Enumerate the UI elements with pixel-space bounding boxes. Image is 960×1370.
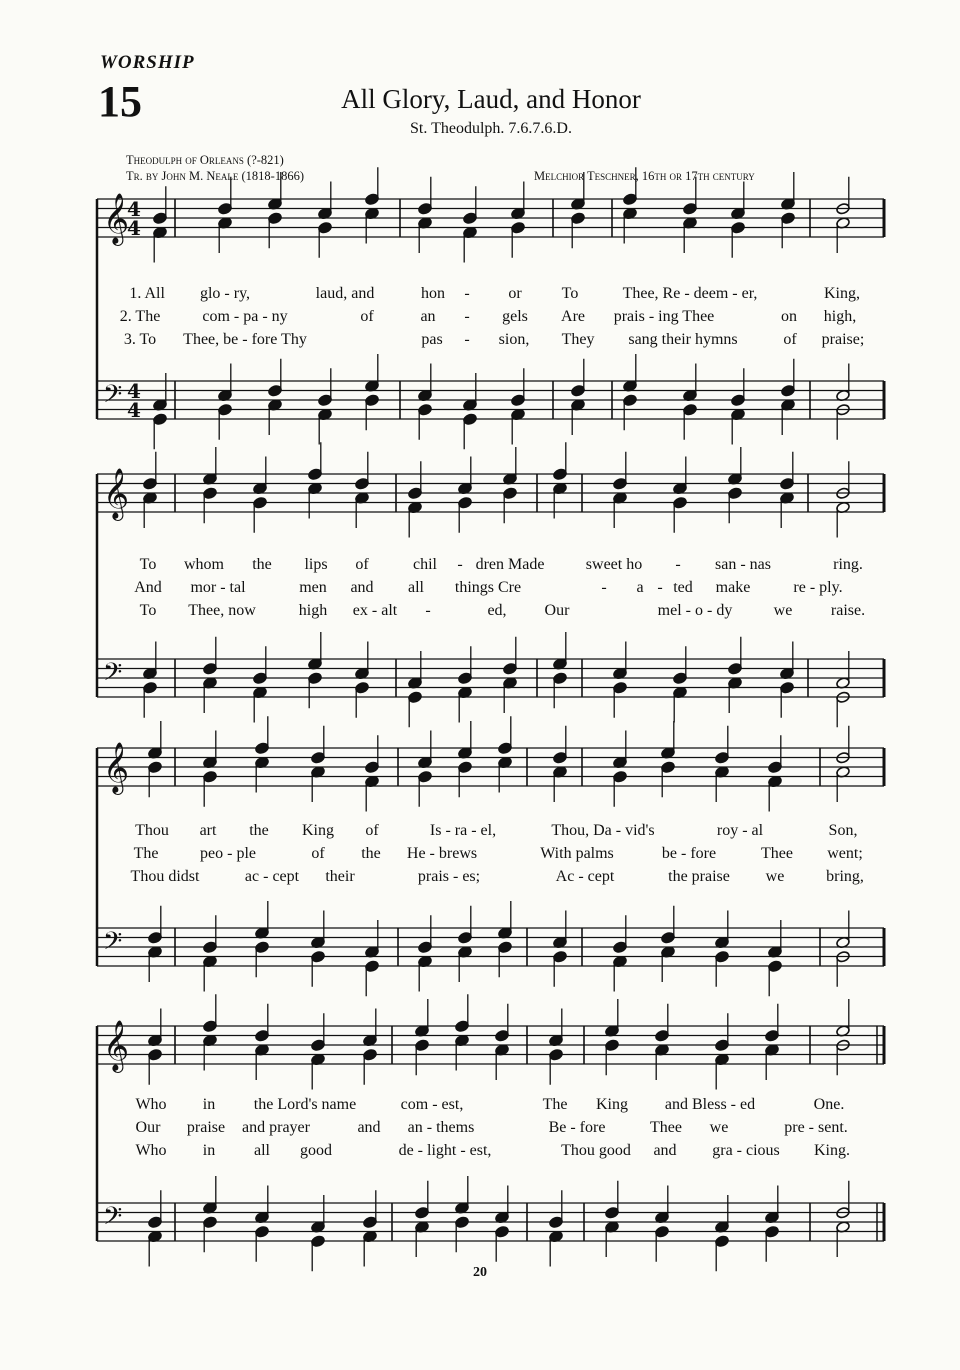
treble-clef-icon: 𝄞 xyxy=(103,468,130,519)
lyric-syllable: and xyxy=(357,1119,381,1136)
lyric-syllable: Are xyxy=(561,308,585,325)
lyric-syllable: pas xyxy=(421,331,443,348)
lyric-syllable: With palms xyxy=(540,845,614,862)
lyric-syllable: Thou didst xyxy=(130,868,200,885)
lyric-syllable: or xyxy=(508,285,522,302)
lyric-syllable: King, xyxy=(824,285,860,302)
quarter-note xyxy=(148,1048,163,1061)
lyric-syllable: mel - o - dy xyxy=(657,602,733,619)
lyric-syllable: raise. xyxy=(830,602,866,619)
quarter-note xyxy=(203,662,218,675)
lyric-syllable: high xyxy=(298,602,328,619)
quarter-note xyxy=(498,742,513,755)
lyric-syllable: com - pa - ny xyxy=(202,308,288,325)
quarter-note xyxy=(571,384,586,397)
quarter-note xyxy=(683,403,698,416)
lyric-syllable: and xyxy=(653,1142,677,1159)
quarter-note xyxy=(549,1048,564,1061)
lyric-syllable: roy - al xyxy=(716,822,764,839)
quarter-note xyxy=(318,394,333,407)
quarter-note xyxy=(458,496,473,509)
quarter-note xyxy=(253,496,268,509)
quarter-note xyxy=(728,662,743,675)
lyric-syllable: glo - ry, xyxy=(199,285,251,302)
quarter-note xyxy=(203,770,218,783)
quarter-note xyxy=(553,751,568,764)
lyric-syllable: One. xyxy=(813,1096,845,1113)
lyric-syllable: And xyxy=(134,579,162,596)
quarter-note xyxy=(661,931,676,944)
lyric-syllable: chil xyxy=(413,556,437,573)
quarter-note xyxy=(463,413,478,426)
lyric-syllable: To xyxy=(139,556,157,573)
section-label: WORSHIP xyxy=(100,52,195,73)
quarter-note xyxy=(605,1206,620,1219)
lyric-syllable: high, xyxy=(823,308,857,325)
quarter-note xyxy=(498,941,513,954)
quarter-note xyxy=(153,413,168,426)
quarter-note xyxy=(365,394,380,407)
quarter-note xyxy=(255,1029,270,1042)
quarter-note xyxy=(781,212,796,225)
page-number: 20 xyxy=(473,1265,487,1280)
lyric-syllable: Our xyxy=(135,1119,161,1136)
quarter-note xyxy=(143,681,158,694)
lyric-syllable: Be - fore xyxy=(548,1119,606,1136)
lyric-syllable: Our xyxy=(544,602,570,619)
lyric-syllable: 2. The xyxy=(119,308,161,325)
quarter-note xyxy=(203,1216,218,1229)
quarter-note xyxy=(415,1206,430,1219)
lyric-syllable: The xyxy=(133,845,159,862)
lyric-syllable: of xyxy=(783,331,797,348)
lyric-syllable: the praise xyxy=(668,868,730,885)
lyric-syllable: the xyxy=(361,845,381,862)
quarter-note xyxy=(455,1020,470,1033)
quarter-note xyxy=(768,960,783,973)
lyric-syllable: sion, xyxy=(498,331,530,348)
lyric-syllable: of xyxy=(360,308,374,325)
quarter-note xyxy=(623,193,638,206)
quarter-note xyxy=(363,1216,378,1229)
quarter-note xyxy=(455,1216,470,1229)
tune-meter: St. Theodulph. 7.6.7.6.D. xyxy=(410,120,572,137)
quarter-note xyxy=(715,950,730,963)
quarter-note xyxy=(511,221,526,234)
quarter-note xyxy=(673,672,688,685)
quarter-note xyxy=(765,1029,780,1042)
lyric-syllable: King. xyxy=(814,1142,850,1159)
lyric-syllable: sang their hymns xyxy=(628,331,738,348)
quarter-note xyxy=(458,672,473,685)
lyric-syllable: hon xyxy=(421,285,445,302)
lyric-syllable: and prayer xyxy=(242,1119,310,1136)
quarter-note xyxy=(255,1225,270,1238)
lyric-syllable: prais - ing Thee xyxy=(613,308,715,325)
quarter-note xyxy=(365,960,380,973)
lyric-syllable: King xyxy=(596,1096,628,1113)
bass-clef-icon: 𝄢 xyxy=(103,658,123,693)
lyric-syllable: be - fore xyxy=(661,845,717,862)
lyric-syllable: and Bless - ed xyxy=(664,1096,756,1113)
lyric-syllable: of xyxy=(365,822,379,839)
author-credit: Theodulph of Orleans (?-821) xyxy=(126,153,284,167)
quarter-note xyxy=(503,662,518,675)
quarter-note xyxy=(463,212,478,225)
quarter-note xyxy=(311,950,326,963)
lyric-syllable: ac - cept xyxy=(244,868,300,885)
quarter-note xyxy=(511,394,526,407)
quarter-note xyxy=(153,212,168,225)
lyric-syllable: Son, xyxy=(828,822,858,839)
lyric-syllable: of xyxy=(355,556,369,573)
lyric-syllable: the xyxy=(249,822,269,839)
lyric-syllable: we xyxy=(773,602,793,619)
quarter-note xyxy=(780,681,795,694)
quarter-note xyxy=(503,487,518,500)
quarter-note xyxy=(553,468,568,481)
lyric-syllable: To xyxy=(139,602,157,619)
lyric-syllable: gels xyxy=(502,308,528,325)
quarter-note xyxy=(418,202,433,215)
quarter-note xyxy=(549,1216,564,1229)
lyric-syllable: good xyxy=(300,1142,332,1159)
lyric-syllable: bring, xyxy=(826,868,864,885)
lyric-syllable: praise; xyxy=(821,331,865,348)
lyric-syllable: sweet ho xyxy=(585,556,643,573)
lyric-syllable: an - thems xyxy=(407,1119,475,1136)
lyric-syllable: Is - ra - el, xyxy=(429,822,497,839)
lyric-syllable: praise xyxy=(186,1119,226,1136)
quarter-note xyxy=(458,761,473,774)
quarter-note xyxy=(355,477,370,490)
quarter-note xyxy=(311,1039,326,1052)
lyric-syllable: an xyxy=(420,308,436,325)
lyric-syllable: re - ply. xyxy=(793,579,843,596)
lyric-syllable: on xyxy=(781,308,797,325)
lyric-syllable: They xyxy=(561,331,595,348)
quarter-note xyxy=(311,1235,326,1248)
quarter-note xyxy=(415,1039,430,1052)
quarter-note xyxy=(218,403,233,416)
lyric-syllable: men xyxy=(299,579,327,596)
lyric-syllable: Thee xyxy=(761,845,793,862)
lyric-syllable: peo - ple xyxy=(200,845,256,862)
lyric-syllable: The xyxy=(542,1096,568,1113)
quarter-note xyxy=(408,691,423,704)
quarter-note xyxy=(418,770,433,783)
lyric-syllable: in xyxy=(202,1096,216,1113)
lyric-syllable: we xyxy=(709,1119,729,1136)
quarter-note xyxy=(355,681,370,694)
quarter-note xyxy=(683,202,698,215)
quarter-note xyxy=(731,394,746,407)
lyric-syllable: of xyxy=(311,845,325,862)
quarter-note xyxy=(715,751,730,764)
quarter-note xyxy=(308,672,323,685)
bass-clef-icon: 𝄢 xyxy=(103,1202,123,1237)
lyric-syllable: went; xyxy=(827,845,863,862)
quarter-note xyxy=(765,1225,780,1238)
bass-clef-icon: 𝄢 xyxy=(103,380,123,415)
lyric-syllable: 1. All xyxy=(129,285,165,302)
quarter-note xyxy=(495,1225,510,1238)
quarter-note xyxy=(148,1216,163,1229)
lyric-syllable: pre - sent. xyxy=(784,1119,848,1136)
time-signature-bottom: 4 xyxy=(127,216,141,240)
lyric-syllable: make xyxy=(715,579,751,596)
quarter-note xyxy=(661,761,676,774)
lyric-syllable: He - brews xyxy=(406,845,478,862)
lyric-syllable: a xyxy=(636,579,644,596)
lyric-syllable: ed, xyxy=(487,602,507,619)
lyric-syllable: all xyxy=(408,579,424,596)
lyric-syllable: san - nas xyxy=(715,556,771,573)
quarter-note xyxy=(715,1039,730,1052)
translator-credit: Tr. by John M. Neale (1818-1866) xyxy=(126,169,305,183)
lyric-syllable: in xyxy=(202,1142,216,1159)
lyric-syllable: Thee, be - fore Thy xyxy=(183,331,307,348)
quarter-note xyxy=(365,193,380,206)
quarter-note xyxy=(318,221,333,234)
quarter-note xyxy=(203,1020,218,1033)
lyric-syllable: de - light - est, xyxy=(398,1142,492,1159)
lyric-syllable: the xyxy=(252,556,272,573)
time-signature-top: 4 xyxy=(127,197,141,221)
lyric-syllable: art xyxy=(199,822,217,839)
quarter-note xyxy=(781,384,796,397)
quarter-note xyxy=(218,202,233,215)
quarter-note xyxy=(143,477,158,490)
quarter-note xyxy=(418,403,433,416)
quarter-note xyxy=(673,496,688,509)
lyric-syllable: lips xyxy=(304,556,328,573)
lyric-syllable: whom xyxy=(184,556,224,573)
lyric-syllable: - xyxy=(464,285,470,302)
quarter-note xyxy=(311,751,326,764)
hymn-title: All Glory, Laud, and Honor xyxy=(341,84,641,114)
quarter-note xyxy=(255,941,270,954)
quarter-note xyxy=(363,1048,378,1061)
lyric-syllable: - xyxy=(457,556,463,573)
lyric-syllable: their xyxy=(325,868,355,885)
lyric-syllable: the Lord's name xyxy=(253,1096,357,1113)
lyric-syllable: - xyxy=(464,331,470,348)
quarter-note xyxy=(203,941,218,954)
lyric-syllable: Thee, now xyxy=(188,602,256,619)
quarter-note xyxy=(365,761,380,774)
lyric-syllable: things Cre xyxy=(454,579,522,596)
lyric-syllable: ted xyxy=(673,579,693,596)
quarter-note xyxy=(715,1235,730,1248)
treble-clef-icon: 𝄞 xyxy=(103,1020,130,1071)
lyric-syllable: mor - tal xyxy=(190,579,246,596)
lyric-syllable: all xyxy=(254,1142,270,1159)
lyric-syllable: Thou, Da - vid's xyxy=(551,822,655,839)
lyric-syllable: To xyxy=(561,285,579,302)
quarter-note xyxy=(623,394,638,407)
quarter-note xyxy=(731,221,746,234)
quarter-note xyxy=(613,941,628,954)
quarter-note xyxy=(418,941,433,954)
treble-clef-icon: 𝄞 xyxy=(103,742,130,793)
bass-clef-icon: 𝄢 xyxy=(103,927,123,962)
quarter-note xyxy=(655,1225,670,1238)
lyric-syllable: - xyxy=(425,602,431,619)
composer-credit: Melchior Teschner, 16th or 17th century xyxy=(534,169,755,183)
quarter-note xyxy=(613,770,628,783)
lyric-syllable: com - est, xyxy=(400,1096,464,1113)
lyric-syllable: - xyxy=(675,556,681,573)
lyric-syllable: Who xyxy=(135,1096,167,1113)
lyric-syllable: gra - cious xyxy=(712,1142,780,1159)
quarter-note xyxy=(308,468,323,481)
quarter-note xyxy=(613,477,628,490)
quarter-note xyxy=(148,931,163,944)
quarter-note xyxy=(253,672,268,685)
quarter-note xyxy=(268,212,283,225)
lyric-syllable: Thou good xyxy=(561,1142,631,1159)
quarter-note xyxy=(458,931,473,944)
lyric-syllable: Thee xyxy=(650,1119,682,1136)
quarter-note xyxy=(571,212,586,225)
time-signature-top: 4 xyxy=(127,379,141,403)
lyric-syllable: prais - es; xyxy=(417,868,481,885)
quarter-note xyxy=(408,487,423,500)
quarter-note xyxy=(553,950,568,963)
lyric-syllable: we xyxy=(765,868,785,885)
lyric-syllable: - xyxy=(601,579,607,596)
quarter-note xyxy=(203,487,218,500)
lyric-syllable: and xyxy=(350,579,374,596)
lyric-syllable: laud, and xyxy=(315,285,375,302)
lyric-syllable: Ac - cept xyxy=(555,868,615,885)
lyric-syllable: dren Made xyxy=(475,556,545,573)
lyric-syllable: ring. xyxy=(833,556,863,573)
time-signature-bottom: 4 xyxy=(127,398,141,422)
quarter-note xyxy=(495,1029,510,1042)
lyric-syllable: King xyxy=(302,822,334,839)
quarter-note xyxy=(255,742,270,755)
lyric-syllable: 3. To xyxy=(123,331,157,348)
treble-clef-icon: 𝄞 xyxy=(103,193,130,244)
lyric-syllable: Who xyxy=(135,1142,167,1159)
quarter-note xyxy=(655,1029,670,1042)
quarter-note xyxy=(780,477,795,490)
quarter-note xyxy=(728,487,743,500)
quarter-note xyxy=(553,672,568,685)
quarter-note xyxy=(148,761,163,774)
quarter-note xyxy=(268,384,283,397)
quarter-note xyxy=(605,1039,620,1052)
lyric-syllable: - xyxy=(464,308,470,325)
hymn-number: 15 xyxy=(98,77,142,126)
lyric-syllable: ex - alt xyxy=(352,602,398,619)
lyric-syllable: Thou xyxy=(135,822,169,839)
quarter-note xyxy=(768,761,783,774)
lyric-syllable: Thee, Re - deem - er, xyxy=(622,285,758,302)
quarter-note xyxy=(613,681,628,694)
lyric-syllable: - xyxy=(657,579,663,596)
